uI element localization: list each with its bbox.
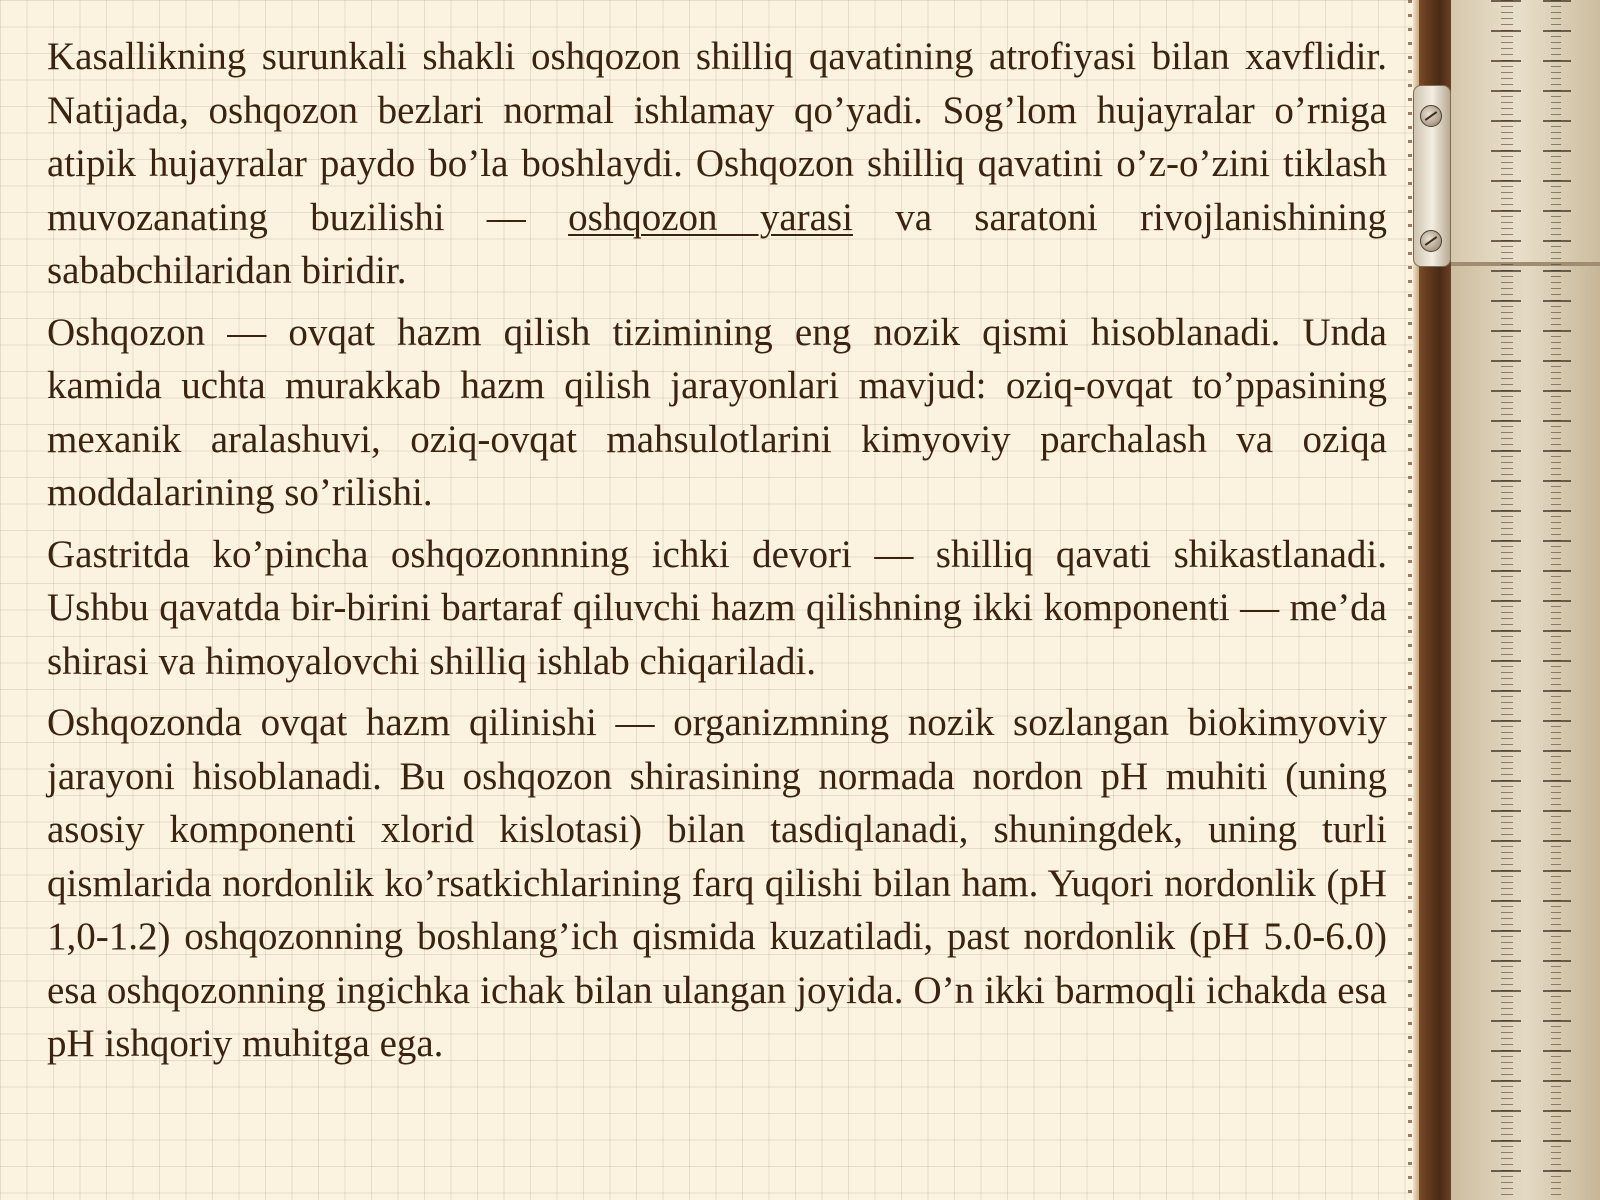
ruler-major-ticks [1451, 0, 1600, 1200]
paragraph-4: Oshqozonda ovqat hazm qilinishi — organizmning nozik sozlangan biokimyoviy jarayoni hisoblanadi. Bu oshqozon shirasining normada nordon pH muhiti (uning asosiy komponenti xlorid kislotasi) bilan tasdiqlanadi, shuningdek, uning turli qismlarida nordonlik ko’rsatkichlarining farq qilishi bilan ham. Yuqori nordonlik (pH 1,0-1.2) oshqozonning boshlang’ich qismida kuzatiladi, past nordonlik (pH 5.0-6.0) esa oshqozonning ingichka ichak bilan ulangan joyida. O’n ikki barmoqli ichakda esa pH ishqoriy muhitga ega. [47, 701, 1387, 1065]
paragraph-3: Gastritda ko’pincha oshqozonnning ichki devori — shilliq qavati shikastlanadi. Ushbu qavatda bir-birini bartaraf qiluvchi hazm qilishning ikki komponenti — me’da shirasi va himoyalovchi shilliq ishlab chiqariladi. [47, 532, 1387, 683]
paragraph-1-text: Kasallikning surunkali shakli oshqozon shilliq qavatining atrofiyasi bilan xavflidir. Natijada, oshqozon bezlari normal ishlamay qo’yadi. Sog’lom hujayralar o’rniga atipik hujayralar paydo bo’la boshlaydi. Oshqozon shilliq qavatini o’z-o’zini tiklash muvozanating buzilishi — [47, 35, 1387, 239]
document-body [47, 30, 1387, 1079]
paragraph-2: Oshqozon — ovqat hazm qilish tizimining eng nozik qismi hisoblanadi. Unda kamida uchta murakkab hazm qilish jarayonlari mavjud: oziq-ovqat to’ppasining mexanik aralashuvi, oziq-ovqat mahsulotlarini kimyoviy parchalash va oziqa moddalarining so’rilishi. [47, 310, 1387, 514]
paragraph-1 [47, 30, 1387, 298]
oshqozon-yarasi-link[interactable]: oshqozon yarasi [568, 195, 853, 239]
paragraph-1-text-end: va saratoni rivojlanishining sababchilaridan biridir. [47, 195, 1387, 292]
ruler-edge-dots [1408, 0, 1412, 1200]
screw-icon [1420, 230, 1442, 252]
screw-icon [1420, 105, 1442, 127]
